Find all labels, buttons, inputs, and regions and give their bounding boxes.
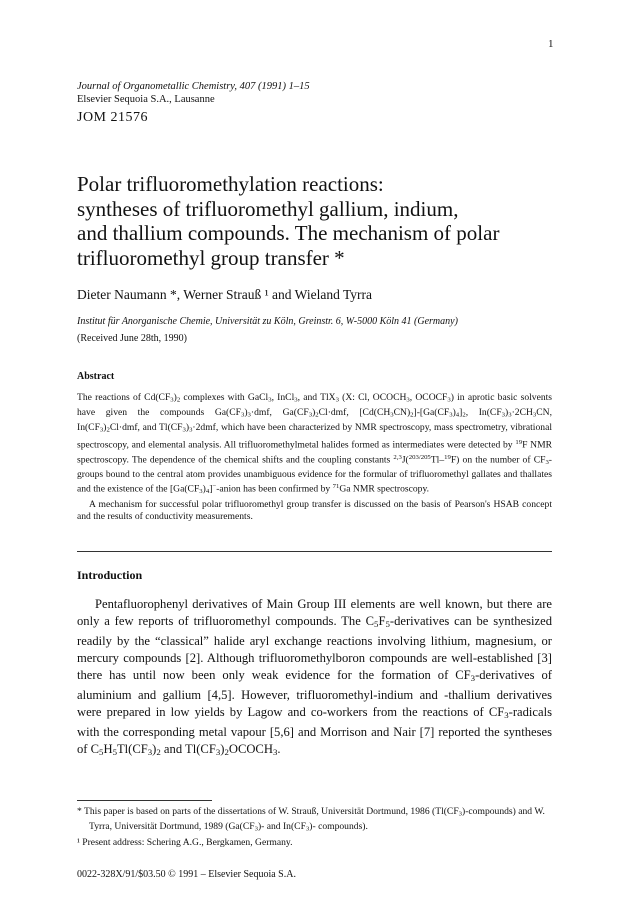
affiliation: Institut für Anorganische Chemie, Universität zu Köln, Greinstr. 6, W-5000 Köln 41 (Germany) bbox=[77, 316, 458, 327]
author-list: Dieter Naumann *, Werner Strauß ¹ and Wieland Tyrra bbox=[77, 287, 373, 302]
introduction-paragraph-1: Pentafluorophenyl derivatives of Main Group III elements are well known, but there are only a few reports of trifluoromethyl compounds. The $C_5F_5$-derivatives can be synthesized readily by the “classical” halide aryl exchange reactions involving lithium, magnesium, or mercury compounds [2]. Although trifluoromethylboron compounds are well-established [3] there has until now been only weak evidence for the formation of $CF_3$-derivatives of aluminium and gallium [4,5]. However, trifluoromethyl-indium and -thallium derivatives were prepared in low yields by Lagow and co-workers from the reactions of $CF_3$-radicals with the corresponding metal vapour [5,6] and Morrison and Nair [7] reported the syntheses of $C_5H_5Tl(CF_3)_2$ and $Tl(CF_3)_2OCOCH_3$. bbox=[77, 597, 552, 758]
abstract-paragraph-1: The reactions of $Cd(CF_3)_2$ complexes with GaCl$_3$, InCl$_3$, and TlX$_3$ (X: Cl, $OCOCH_3$, $OCOCF_3$) in aprotic basic solvents have given the compounds $Ga(CF_3)_3\cdot dmf$, $Ga(CF_3)_2Cl\cdot dmf$, $[Cd(CH_3CN)_2]-[Ga(CF_3)_4]_2$, $In(CF_3)_3\cdot 2CH_3CN$, $In(CF_3)_2Cl\cdot dmf$, and $Tl(CF_3)_3\cdot 2dmf$, which have been characterized by NMR spectroscopy, mass spectrometry, vibrational spectroscopy, and elemental analysis. All trifluoromethylmetal halides formed as intermediates were detected by $^{19}$F NMR spectroscopy. The dependence of the chemical shifts and the coupling constants $^{2,3}$J($^{203/205}$Tl–$^{19}$F) on the number of $CF_3$-groups bound to the central atom provides unambiguous evidence for the formular of trifluoromethyl gallates and thallates and the existence of the $[Ga(CF_3)_4]^-$-anion has been confirmed by $^{71}$Ga NMR spectroscopy. bbox=[77, 392, 553, 496]
journal-reference: Journal of Organometallic Chemistry, 407 (1991) 1–15 bbox=[77, 81, 310, 92]
publisher: Elsevier Sequoia S.A., Lausanne bbox=[77, 94, 215, 105]
title-line-1: Polar trifluoromethylation reactions: bbox=[77, 172, 384, 196]
page-number: 1 bbox=[548, 38, 554, 50]
jom-number: JOM 21576 bbox=[77, 110, 149, 125]
title-line-4: trifluoromethyl group transfer * bbox=[77, 245, 345, 270]
footnote-divider bbox=[77, 800, 212, 801]
introduction-heading: Introduction bbox=[77, 568, 143, 582]
introduction-text bbox=[77, 596, 552, 761]
section-divider bbox=[77, 551, 552, 552]
abstract-text bbox=[77, 392, 552, 523]
copyright-line: 0022-328X/91/$03.50 © 1991 – Elsevier Sequoia S.A. bbox=[77, 869, 296, 880]
paper-title bbox=[77, 172, 547, 270]
abstract-heading: Abstract bbox=[77, 371, 115, 382]
journal-citation bbox=[77, 80, 310, 106]
footnotes bbox=[77, 806, 552, 849]
title-line-3: and thallium compounds. The mechanism of polar bbox=[77, 221, 500, 245]
received-date: (Received June 28th, 1990) bbox=[77, 333, 187, 344]
footnote-2: ¹ Present address: Schering A.G., Bergkamen, Germany. bbox=[77, 836, 293, 848]
footnote-1: * This paper is based on parts of the dissertations of W. Strauß, Universität Dortmund, 1986 $(Tl(CF_3)-compounds)$ and W. Tyrra, Universität Dortmund, 1989 ($Ga(CF_3)-$ and $In(CF_3)-$ compounds). bbox=[77, 806, 545, 833]
title-line-2: syntheses of trifluoromethyl gallium, indium, bbox=[77, 196, 459, 221]
abstract-paragraph-2: A mechanism for successful polar trifluoromethyl group transfer is discussed on the basis of Pearson's HSAB concept and the results of conductivity measurements. bbox=[77, 498, 552, 522]
